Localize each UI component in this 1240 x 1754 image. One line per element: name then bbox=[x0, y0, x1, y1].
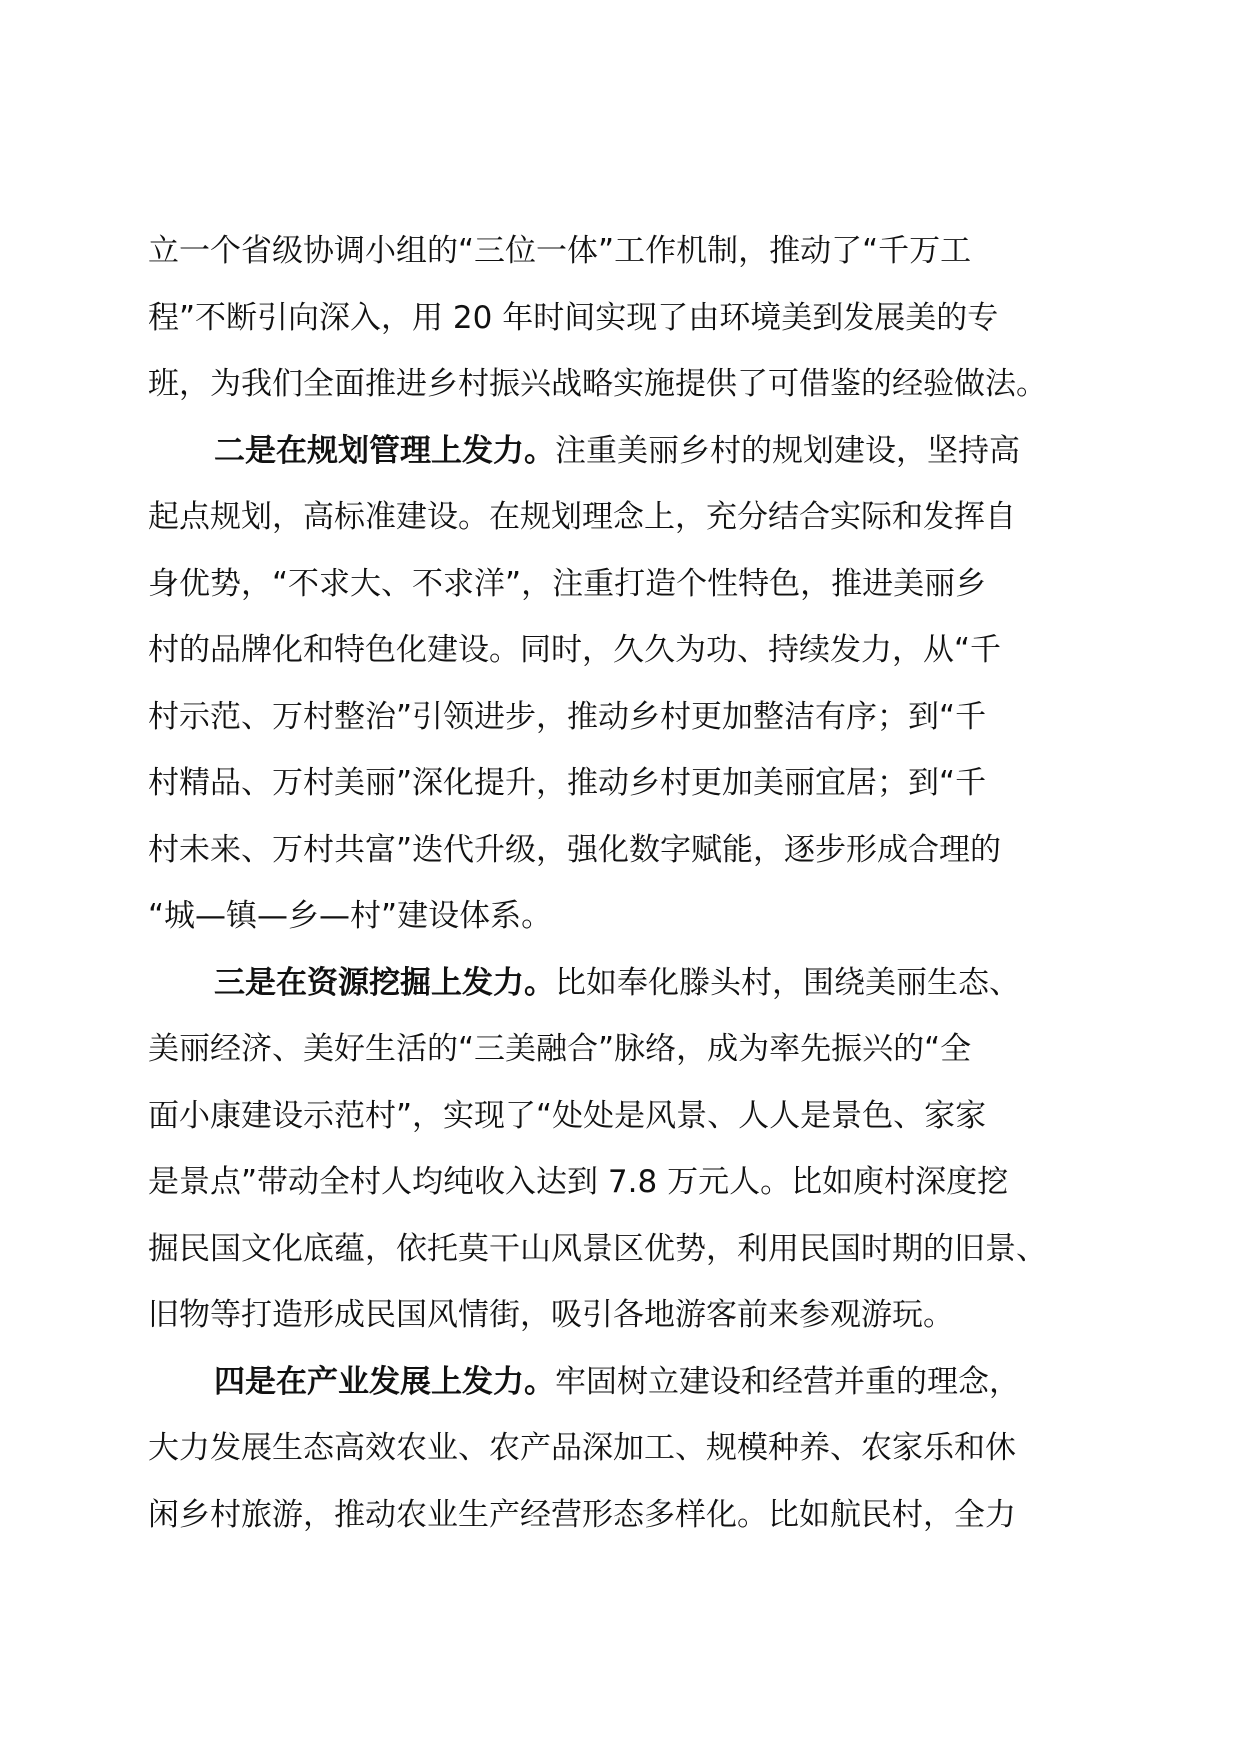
paragraph-3 bbox=[148, 950, 1108, 1349]
paragraph-first-line bbox=[148, 1349, 1108, 1416]
paragraph-lead-heading: 二是在规划管理上发力。 bbox=[214, 432, 555, 469]
paragraph-first-line-text: 注重美丽乡村的规划建设，坚持高 bbox=[555, 432, 1020, 469]
text-line: 村示范、万村整治”引领进步，推动乡村更加整洁有序；到“千 bbox=[148, 698, 987, 735]
paragraph-first-line-text: 牢固树立建设和经营并重的理念， bbox=[555, 1363, 1020, 1400]
text-line: 身优势，“不求大、不求洋”，注重打造个性特色，推进美丽乡 bbox=[148, 565, 987, 602]
paragraph-lead-heading: 三是在资源挖掘上发力。 bbox=[214, 964, 555, 1001]
text-line: 村的品牌化和特色化建设。同时，久久为功、持续发力，从“千 bbox=[148, 632, 1002, 668]
text-line: 班，为我们全面推进乡村振兴战略实施提供了可借鉴的经验做法。 bbox=[148, 366, 1047, 402]
document-body bbox=[148, 218, 1108, 1548]
text-line: 面小康建设示范村”，实现了“处处是风景、人人是景色、家家 bbox=[148, 1097, 987, 1134]
text-line: 立一个省级协调小组的“三位一体”工作机制，推动了“千万工 bbox=[148, 233, 972, 269]
paragraph-first-line bbox=[148, 418, 1108, 485]
paragraph-1 bbox=[148, 218, 1108, 418]
paragraph-first-line bbox=[148, 950, 1108, 1017]
paragraph-lead-heading: 四是在产业发展上发力。 bbox=[214, 1363, 555, 1400]
text-line: 大力发展生态高效农业、农产品深加工、规模种养、农家乐和休 bbox=[148, 1430, 1016, 1466]
paragraph-2 bbox=[148, 418, 1108, 950]
text-line: 是景点”带动全村人均纯收入达到 7.8 万元人。比如庾村深度挖 bbox=[148, 1164, 1009, 1200]
paragraph-4 bbox=[148, 1349, 1108, 1549]
text-line: 掘民国文化底蕴，依托莫干山风景区优势，利用民国时期的旧景、 bbox=[148, 1230, 1047, 1267]
text-line: “城—镇—乡—村”建设体系。 bbox=[148, 898, 553, 934]
text-line: 闲乡村旅游，推动农业生产经营形态多样化。比如航民村，全力 bbox=[148, 1496, 1016, 1533]
text-line: 程”不断引向深入，用 20 年时间实现了由环境美到发展美的专 bbox=[148, 299, 999, 336]
text-line: 村未来、万村共富”迭代升级，强化数字赋能，逐步形成合理的 bbox=[148, 831, 1002, 868]
text-line: 美丽经济、美好生活的“三美融合”脉络，成为率先振兴的“全 bbox=[148, 1031, 972, 1067]
text-line: 起点规划，高标准建设。在规划理念上，充分结合实际和发挥自 bbox=[148, 499, 1016, 535]
text-line: 村精品、万村美丽”深化提升，推动乡村更加美丽宜居；到“千 bbox=[148, 765, 987, 801]
paragraph-first-line-text: 比如奉化滕头村，围绕美丽生态、 bbox=[555, 964, 1020, 1001]
text-line: 旧物等打造形成民国风情街，吸引各地游客前来参观游玩。 bbox=[148, 1297, 954, 1333]
